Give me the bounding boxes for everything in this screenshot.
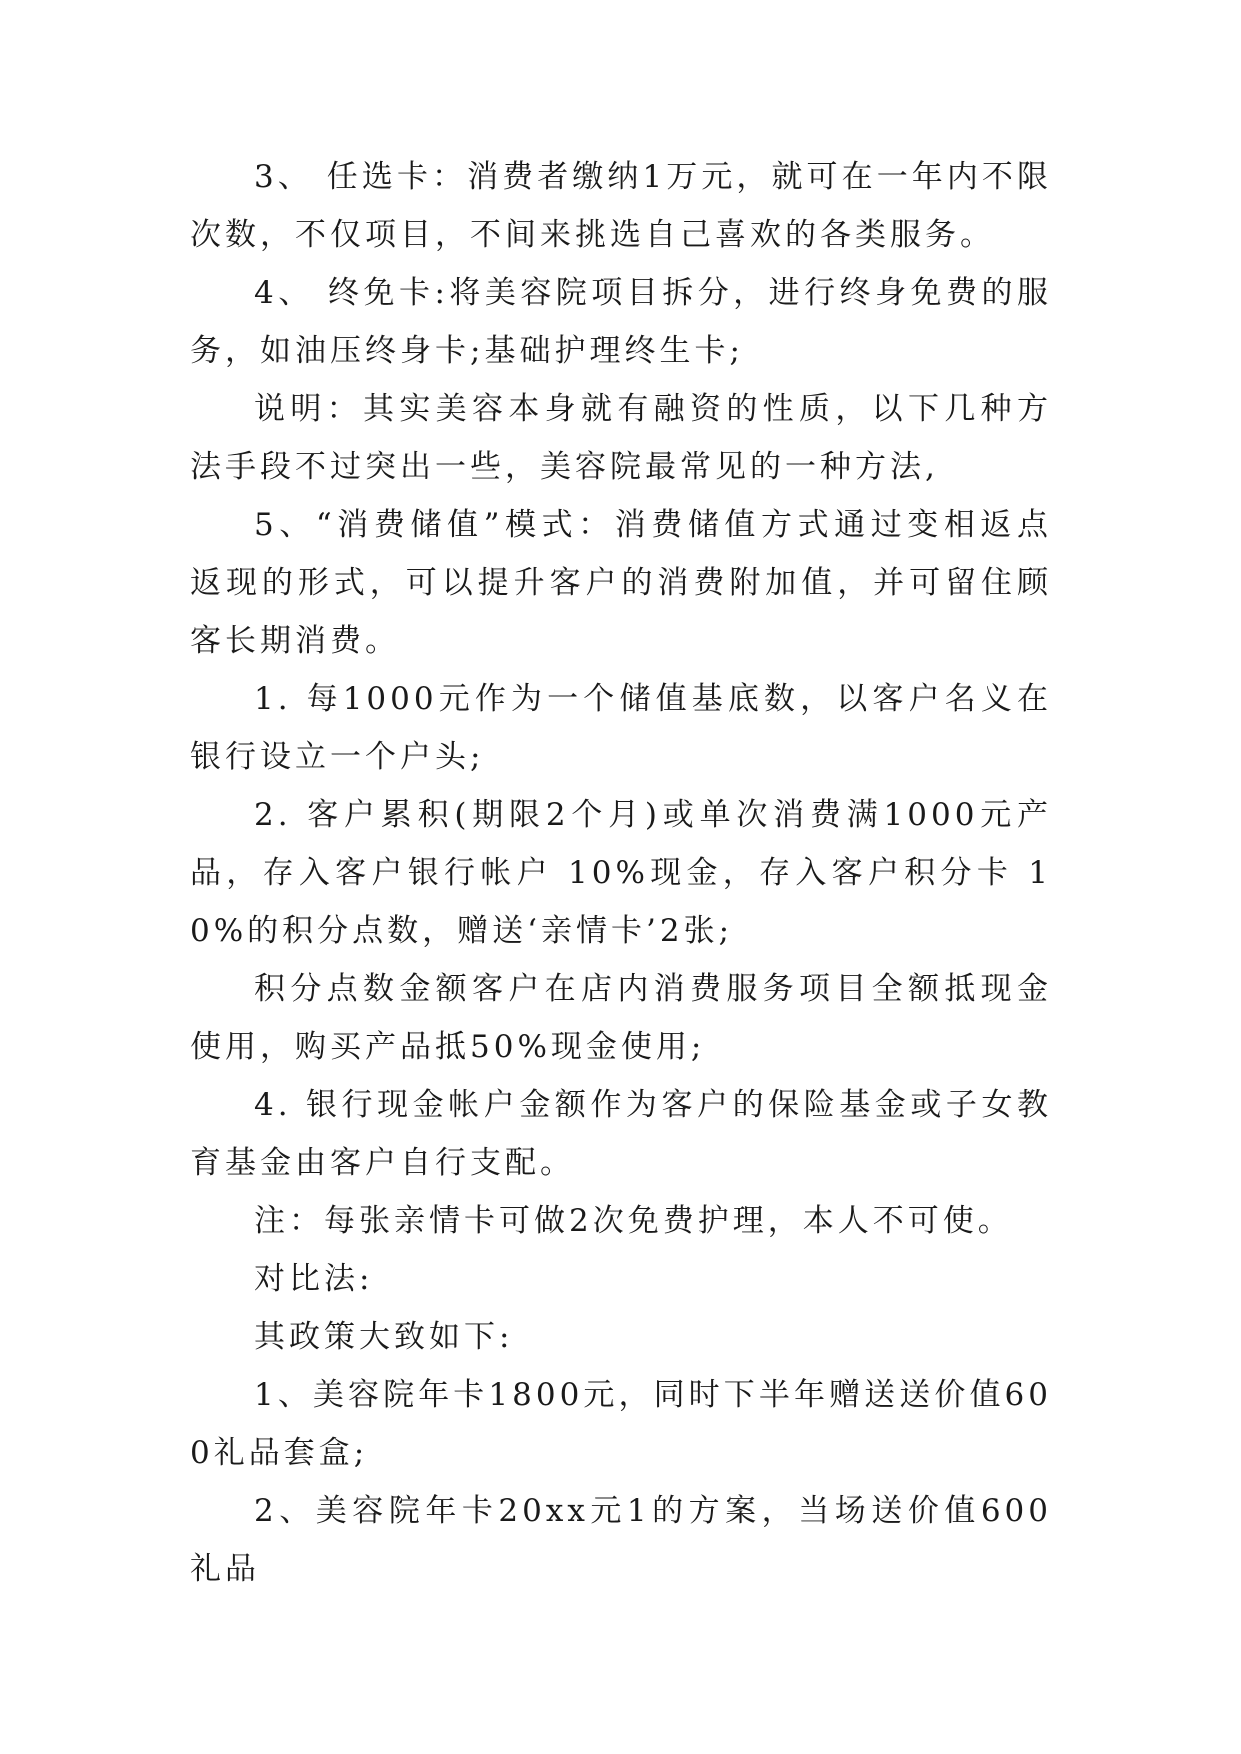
paragraph-choice-card: 3、 任选卡：消费者缴纳1万元，就可在一年内不限次数，不仅项目，不间来挑选自己喜欢的各类服务。 bbox=[190, 159, 1052, 253]
paragraph-note: 注：每张亲情卡可做2次免费护理，本人不可使。 bbox=[254, 1203, 1013, 1239]
paragraph-policy-intro: 其政策大致如下: bbox=[254, 1319, 514, 1355]
paragraph-lifetime-card: 4、 终免卡:将美容院项目拆分，进行终身免费的服务，如油压终身卡;基础护理终生卡; bbox=[190, 275, 1052, 369]
paragraph-item-1: 1. 每1000元作为一个储值基底数，以客户名义在银行设立一个户头; bbox=[190, 681, 1052, 775]
paragraph-comparison-method: 对比法: bbox=[254, 1261, 374, 1297]
paragraph-explanation: 说明：其实美容本身就有融资的性质，以下几种方法手段不过突出一些，美容院最常见的一种方法, bbox=[190, 391, 1052, 485]
paragraph-policy-1: 1、美容院年卡1800元，同时下半年赠送送价值600礼品套盒; bbox=[190, 1377, 1052, 1471]
paragraph-policy-2: 2、美容院年卡20xx元1的方案，当场送价值600礼品 bbox=[190, 1493, 1052, 1587]
paragraph-points-usage: 积分点数金额客户在店内消费服务项目全额抵现金使用，购买产品抵50%现金使用; bbox=[190, 971, 1052, 1065]
paragraph-stored-value-mode: 5、“消费储值”模式：消费储值方式通过变相返点返现的形式，可以提升客户的消费附加值，并可留住顾客长期消费。 bbox=[190, 507, 1052, 659]
paragraph-item-4: 4. 银行现金帐户金额作为客户的保险基金或子女教育基金由客户自行支配。 bbox=[190, 1087, 1052, 1181]
paragraph-item-2: 2. 客户累积(期限2个月)或单次消费满1000元产品，存入客户银行帐户 10%现金，存入客户积分卡 10%的积分点数，赠送‘亲情卡’2张; bbox=[190, 797, 1052, 949]
